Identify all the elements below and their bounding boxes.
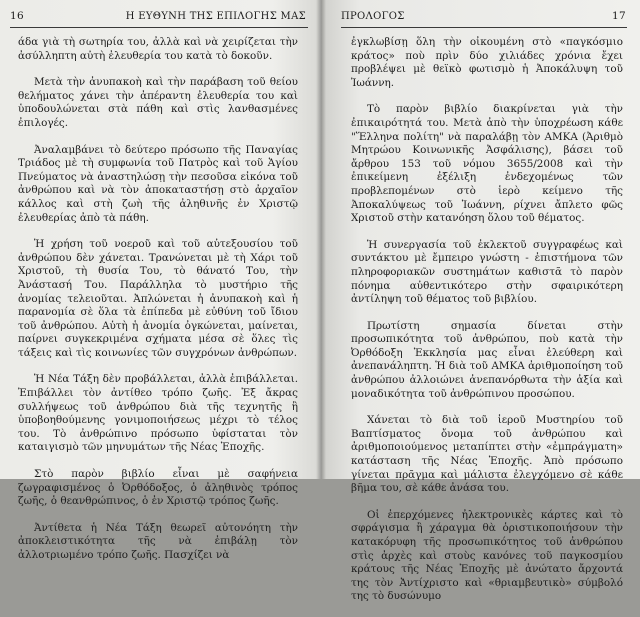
right-paragraph: Οἱ ἐπερχόμενες ἠλεκτρονικὲς κάρτες καὶ τὸ σφράγισμα ἢ χάραγμα θὰ ὁριστικοποιήσουν τὴν κατακόρυφη τῆς προσωπικότητος τοῦ ἀνθρώπου στὶς ἀρχὲς καὶ στοὺς κανόνες τοῦ παγκοσμίου κράτους τῆς Νέας Ἐποχῆς μὲ ἀνώτατο ἄρχοντά της τὸν Ἀντίχριστο καὶ «θριαμβευτικὸ» σύμβολό της τὸ δυσώνυμο [351, 508, 623, 603]
left-paragraph: Στὸ παρὸν βιβλίο εἶναι μὲ σαφήνεια ζωγραφισμένος ὁ Ὀρθόδοξος, ὁ ἀληθινὸς τρόπος ζωῆς, ὁ θεανθρώπινος, ὁ ἐν Χριστῷ τρόπος ζωῆς. [18, 468, 298, 508]
left-page [0, 0, 321, 561]
left-paragraph: Ἀναλαμβάνει τὸ δεύτερο πρόσωπο τῆς Παναγίας Τριάδος μὲ τὴ συμφωνία τοῦ Πατρὸς καὶ τοῦ Ἁγίου Πνεύματος νὰ ἀναστηλώσῃ τὴν πεσοῦσα εἰκόνα τοῦ ἀνθρώπου καὶ νὰ τὸν ἀποκαταστήσῃ στὸ ἀρχαῖον κάλλος καὶ στὴ ζωὴ τῆς ἀληθινῆς ἐν Χριστῷ ἐλευθερίας ἀπὸ τὰ πάθη. [18, 143, 298, 224]
right-paragraph: ἐγκλωβίσῃ ὅλη τὴν οἰκουμένη στὸ «παγκόσμιο κράτος» ποὺ πρὶν δύο χιλιάδες χρόνια ἔχει προβλέψει μὲ θεϊκὸ φωτισμὸ ἡ Ἀποκάλυψη τοῦ Ἰωάννη. [351, 36, 623, 89]
left-page-number: 16 [10, 10, 24, 22]
left-page-header [10, 10, 306, 22]
left-paragraph: Ἀντίθετα ἡ Νέα Τάξη θεωρεῖ αὐτονόητη τὴν ἀποκλειστικότητα τῆς νὰ ἐπιβάλῃ τὸν ἀλλοτριωμένο τρόπο ζωῆς. Πασχίζει νὰ [18, 521, 298, 561]
right-page-body [351, 36, 623, 617]
right-paragraph: Πρωτίστη σημασία δίνεται στὴν προσωπικότητα τοῦ ἀνθρώπου, ποὺ κατὰ τὴν Ὀρθόδοξη Ἐκκλησία μας εἶναι ἐλεύθερη καὶ ἀνεπανάληπτη. Ἡ διὰ τοῦ ΑΜΚΑ ἀριθμοποίηση τοῦ ἀνθρώπου ἀλλοιώνει ἀνεπανόρθωτα τὴν ἀξία καὶ μοναδικότητα τοῦ ἀνθρώπινου προσώπου. [351, 319, 623, 400]
left-paragraph: Ἡ χρήση τοῦ νοεροῦ καὶ τοῦ αὐτεξουσίου τοῦ ἀνθρώπου δὲν χάνεται. Τρανώνεται μὲ τὴ Χάρι τοῦ Χριστοῦ, τὴ θυσία Του, τὸ θάνατό Του, τὴν Ἀνάστασή Του. Παράλληλα τὸ μυστήριο τῆς ἀνομίας τελειοῦται. Ἀπλώνεται ἡ ἀνυπακοὴ καὶ ἡ παρανομία σὲ ὅλα τὰ ἐπίπεδα μὲ εὐθύνη τοῦ ἴδιου τοῦ ἀνθρώπου. Αὐτὴ ἡ ἀνομία ὀγκώνεται, μαίνεται, παίρνει συγκεκριμένα σχήματα μέσα σὲ ὅλες τὶς τάξεις καὶ τὶς κοινωνίες τῶν συγχρόνων ἀνθρώπων. [18, 238, 298, 359]
right-page-number: 17 [612, 10, 626, 22]
left-paragraph: άδα γιὰ τὴ σωτηρία του, ἀλλὰ καὶ νὰ χειρίζεται τὴν ἀσύλληπτη αὐτὴ ἐλευθερία του κατὰ τὸ δοκοῦν. [18, 36, 298, 62]
right-running-title: ΠΡΟΛΟΓΟΣ [341, 11, 405, 22]
right-page [321, 0, 640, 603]
left-page-body [18, 36, 298, 576]
right-page-header [341, 10, 626, 22]
right-header-rule [341, 27, 627, 28]
right-paragraph: Χάνεται τὸ διὰ τοῦ ἱεροῦ Μυστηρίου τοῦ Βαπτίσματος ὄνομα τοῦ ἀνθρώπου καὶ ἀριθμοποιούμενος μεταπίπτει στὴν «ἐμπράγματη» κατάσταση τῆς Νέας Ἐποχῆς. Ἀπὸ πρόσωπο γίνεται πρᾶγμα καὶ μάλιστα ἐλεγχόμενο σὲ κάθε βῆμα του, σὲ κάθε ἀνάσα του. [351, 414, 623, 495]
left-paragraph: Ἡ Νέα Τάξη δὲν προβάλλεται, ἀλλὰ ἐπιβάλλεται. Ἐπιβάλλει τὸν ἀντίθεο τρόπο ζωῆς. Ἐξ ἄκρας συλλήψεως τοῦ ἀνθρώπου διὰ τῆς τεχνητῆς ἢ ὑποβοηθούμενης γονιμοποιήσεως μέχρι τὸ τέλος του. Τὸ ἀνθρώπινο πρόσωπο ὑφίσταται τὸν καταιγισμὸ τῶν μηνυμάτων τῆς Νέας Ἐποχῆς. [18, 373, 298, 454]
right-paragraph: Τὸ παρὸν βιβλίο διακρίνεται γιὰ τὴν ἐπικαιρότητά του. Μετὰ ἀπὸ τὴν ὑποχρέωση κάθε "Ἕλληνα πολίτη" νὰ παραλάβῃ τὸν ΑΜΚΑ (Ἀριθμὸ Μητρώου Κοινωνικῆς Ἀσφάλισης), βάσει τοῦ ἄρθρου 153 τοῦ νόμου 3655/2008 καὶ τὴν ἐπικείμενη ἐξέλιξη ἐνδεχομένως τῶν προβλεπομένων στὸ ἱερὸ κείμενο τῆς Ἀποκαλύψεως τοῦ Ἰωάννη, ρίχνει ἄπλετο φῶς Χριστοῦ στὴν κατανόηση ὅλου τοῦ θέματος. [351, 103, 623, 225]
left-header-rule [10, 27, 308, 28]
book-gutter-shadow [316, 0, 326, 479]
right-paragraph: Ἡ συνεργασία τοῦ ἐκλεκτοῦ συγγραφέως καὶ συντάκτου μὲ ἔμπειρο γνώστη - ἐπιστήμονα τῶν πληροφοριακῶν συστημάτων καθιστᾶ τὸ παρὸν πόνημα αὐθεντικότερο στὴν σφαιρικότερη ἀντίληψη τοῦ θέματος τοῦ βιβλίου. [351, 238, 623, 306]
left-paragraph: Μετὰ τὴν ἀνυπακοὴ καὶ τὴν παράβαση τοῦ θείου θελήματος χάνει τὴν ἀπέραντη ἐλευθερία του καὶ ὑποδουλώνεται στὰ πάθη καὶ στὶς λανθασμένες ἐπιλογές. [18, 76, 298, 129]
left-running-title: Η ΕΥΘΥΝΗ ΤΗΣ ΕΠΙΛΟΓΗΣ ΜΑΣ [125, 11, 306, 22]
